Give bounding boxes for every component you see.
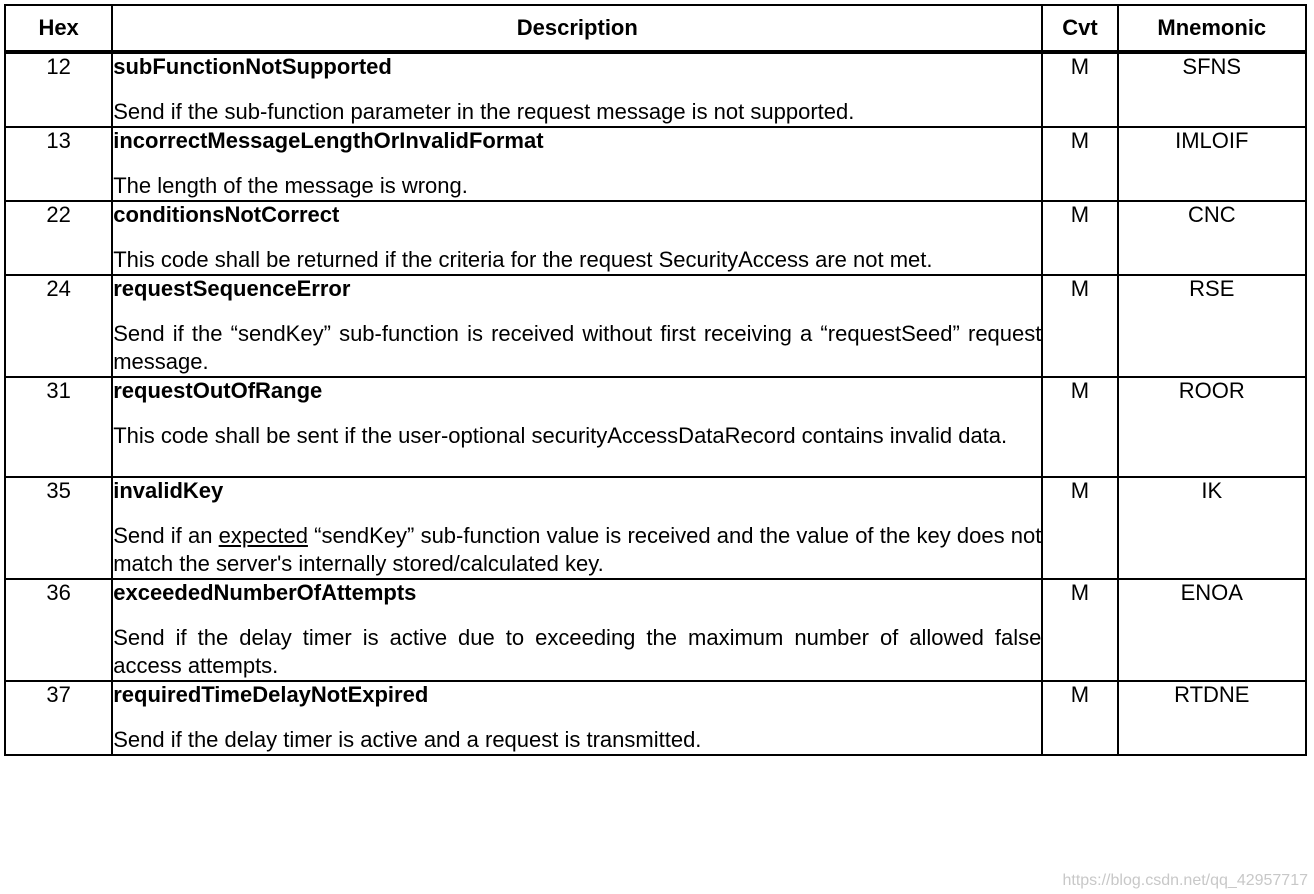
code-description: The length of the message is wrong. xyxy=(113,173,468,198)
hex-cell: 35 xyxy=(5,477,112,579)
cvt-cell: M xyxy=(1042,579,1117,681)
header-mnemonic: Mnemonic xyxy=(1118,5,1306,52)
mnemonic-cell: SFNS xyxy=(1118,52,1306,127)
description-text-after: “sendKey” sub-function value is received and the value of the key does not match the server's internally stored/calculated key. xyxy=(113,523,1042,576)
code-name: exceededNumberOfAttempts xyxy=(113,580,417,605)
table-row xyxy=(5,377,1306,477)
description-underlined-word: expected xyxy=(218,523,308,548)
description-cell xyxy=(112,477,1042,579)
hex-cell: 13 xyxy=(5,127,112,201)
table-row xyxy=(5,127,1306,201)
table-row xyxy=(5,52,1306,127)
watermark-text: https://blog.csdn.net/qq_42957717 xyxy=(1062,872,1308,889)
code-name: requiredTimeDelayNotExpired xyxy=(113,682,429,707)
table-row xyxy=(5,201,1306,275)
description-cell xyxy=(112,201,1042,275)
mnemonic-cell: IMLOIF xyxy=(1118,127,1306,201)
hex-cell: 36 xyxy=(5,579,112,681)
code-description xyxy=(113,522,1041,578)
mnemonic-cell: ENOA xyxy=(1118,579,1306,681)
description-cell xyxy=(112,377,1042,477)
cvt-cell: M xyxy=(1042,52,1117,127)
hex-cell: 12 xyxy=(5,52,112,127)
header-hex: Hex xyxy=(5,5,112,52)
table-row xyxy=(5,275,1306,377)
hex-cell: 37 xyxy=(5,681,112,755)
cvt-cell: M xyxy=(1042,127,1117,201)
table-row xyxy=(5,681,1306,755)
table-header-row xyxy=(5,5,1306,52)
cvt-cell: M xyxy=(1042,377,1117,477)
mnemonic-cell: RSE xyxy=(1118,275,1306,377)
code-name: requestOutOfRange xyxy=(113,378,323,403)
description-cell xyxy=(112,127,1042,201)
cvt-cell: M xyxy=(1042,681,1117,755)
description-cell xyxy=(112,681,1042,755)
code-name: invalidKey xyxy=(113,478,224,503)
cvt-cell: M xyxy=(1042,275,1117,377)
table-row xyxy=(5,477,1306,579)
hex-cell: 24 xyxy=(5,275,112,377)
code-name: conditionsNotCorrect xyxy=(113,202,340,227)
hex-cell: 22 xyxy=(5,201,112,275)
code-name: incorrectMessageLengthOrInvalidFormat xyxy=(113,128,544,153)
code-description: Send if the sub-function parameter in the request message is not supported. xyxy=(113,99,855,124)
code-description: This code shall be returned if the criteria for the request SecurityAccess are not met. xyxy=(113,247,933,272)
description-cell xyxy=(112,579,1042,681)
header-cvt: Cvt xyxy=(1042,5,1117,52)
description-text-before: Send if an xyxy=(113,523,219,548)
mnemonic-cell: CNC xyxy=(1118,201,1306,275)
mnemonic-cell: RTDNE xyxy=(1118,681,1306,755)
hex-cell: 31 xyxy=(5,377,112,477)
code-name: subFunctionNotSupported xyxy=(113,54,392,79)
code-description: Send if the “sendKey” sub-function is received without first receiving a “requestSeed” request message. xyxy=(113,321,1042,374)
header-description: Description xyxy=(112,5,1042,52)
description-cell xyxy=(112,52,1042,127)
table-row xyxy=(5,579,1306,681)
cvt-cell: M xyxy=(1042,201,1117,275)
cvt-cell: M xyxy=(1042,477,1117,579)
code-description: Send if the delay timer is active due to exceeding the maximum number of allowed false access attempts. xyxy=(113,625,1042,678)
code-description: Send if the delay timer is active and a request is transmitted. xyxy=(113,727,702,752)
description-cell xyxy=(112,275,1042,377)
negative-response-codes-table xyxy=(4,4,1307,756)
mnemonic-cell: IK xyxy=(1118,477,1306,579)
code-name: requestSequenceError xyxy=(113,276,351,301)
code-description: This code shall be sent if the user-optional securityAccessDataRecord contains invalid data. xyxy=(113,423,1008,448)
mnemonic-cell: ROOR xyxy=(1118,377,1306,477)
